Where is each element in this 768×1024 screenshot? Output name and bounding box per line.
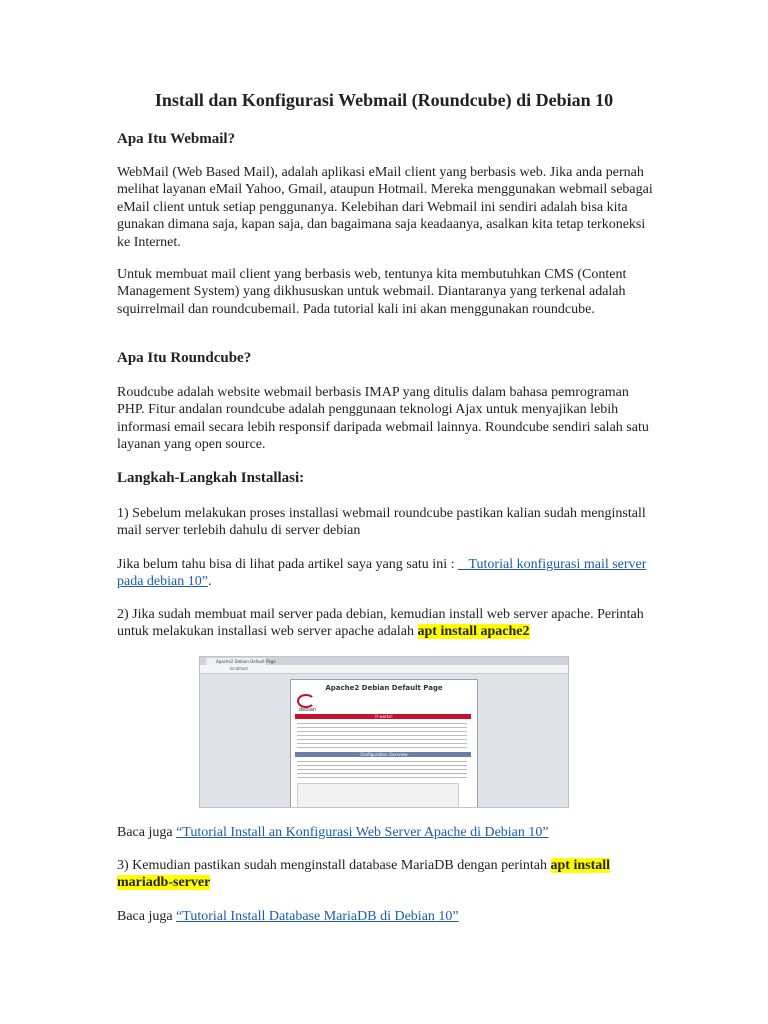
heading-roundcube: Apa Itu Roundcube? [117, 350, 252, 366]
link-tutorial-mariadb[interactable]: “Tutorial Install Database MariaDB di Debian 10” [176, 909, 459, 924]
browser-address-text: localhost [230, 666, 248, 671]
apache-default-page-screenshot [199, 656, 569, 808]
browser-tab [206, 658, 276, 665]
step-3-command: apt install mariadb-server [117, 858, 611, 891]
config-tree-box [297, 783, 459, 808]
step-1-reference [117, 556, 657, 591]
heading-steps: Langkah-Langkah Installasi: [117, 470, 305, 486]
step-1-reference-prefix: Jika belum tahu bisa di lihat pada artikel saya yang satu ini : [117, 557, 458, 572]
read-more-apache [117, 824, 657, 841]
paragraph-roundcube: Roudcube adalah website webmail berbasis IMAP yang ditulis dalam bahasa pemrograman PHP. Fitur andalan roundcube adalah penggunaan teknologi Ajax untuk menyajikan lebih informasi email secara lebih responsif daripada webmail lainnya. Roundcube sendiri salah satu layanan yang open source. [117, 385, 649, 453]
read-more-mariadb [117, 908, 657, 925]
read-more-mariadb-prefix: Baca juga [117, 909, 177, 924]
configuration-text-lines [297, 761, 467, 781]
step-2-description: 2) Jika sudah membuat mail server pada debian, kemudian install web server apache. Perintah untuk melakukan installasi web server apache adalah [117, 607, 644, 640]
heading-webmail: Apa Itu Webmail? [117, 131, 236, 147]
link-tutorial-apache[interactable]: “Tutorial Install an Konfigurasi Web Server Apache di Debian 10” [176, 825, 549, 840]
step-3-description: 3) Kemudian pastikan sudah menginstall database MariaDB dengan perintah [117, 858, 551, 873]
it-works-banner-text: It works! [375, 714, 393, 719]
configuration-banner-text: Configuration Overview [360, 752, 408, 757]
browser-tab-title: Apache2 Debian Default Page [216, 659, 276, 664]
debian-logo-icon [297, 694, 315, 708]
link-tutorial-mail-server[interactable]: Tutorial konfigurasi mail server pada debian 10” [117, 557, 647, 590]
paragraph-webmail-1: WebMail (Web Based Mail), adalah aplikasi eMail client yang berbasis web. Jika anda pernah melihat layanan eMail Yahoo, Gmail, ataupun Hotmail. Mereka menggunakan webmail sebagai eMail client untuk setiap penggunanya. Kelebihan dari Webmail ini sendiri adalah bisa kita gunakan dimana saja, kapan saja, dan bagaimana saja keadaanya, asalkan kita tetap terkoneksi ke Internet. [117, 165, 653, 250]
browser-address-bar [200, 665, 568, 674]
step-2-command: apt install apache2 [417, 624, 530, 640]
debian-logo-text: debian [299, 707, 317, 713]
browser-tab-bar [200, 657, 568, 665]
step-1-reference-suffix: . [207, 574, 212, 590]
apache-page-title: Apache2 Debian Default Page [325, 684, 443, 692]
step-2-text [117, 606, 657, 641]
paragraph-webmail-2: Untuk membuat mail client yang berbasis web, tentunya kita membutuhkan CMS (Content Management System) yang dikhususkan untuk webmail. Diantaranya yang terkenal adalah squirrelmail dan roundcubemail. Pada tutorial kali ini akan menggunakan roundcube. [117, 267, 627, 317]
apache-page-text-lines [297, 723, 467, 751]
read-more-apache-prefix: Baca juga [117, 825, 177, 840]
document-title: Install dan Konfigurasi Webmail (Roundcube) di Debian 10 [154, 90, 614, 110]
step-3-text [117, 857, 657, 892]
apache-page [290, 679, 478, 808]
step-1-text: 1) Sebelum melakukan proses installasi webmail roundcube pastikan kalian sudah menginstall mail server terlebih dahulu di server debian [117, 506, 646, 539]
